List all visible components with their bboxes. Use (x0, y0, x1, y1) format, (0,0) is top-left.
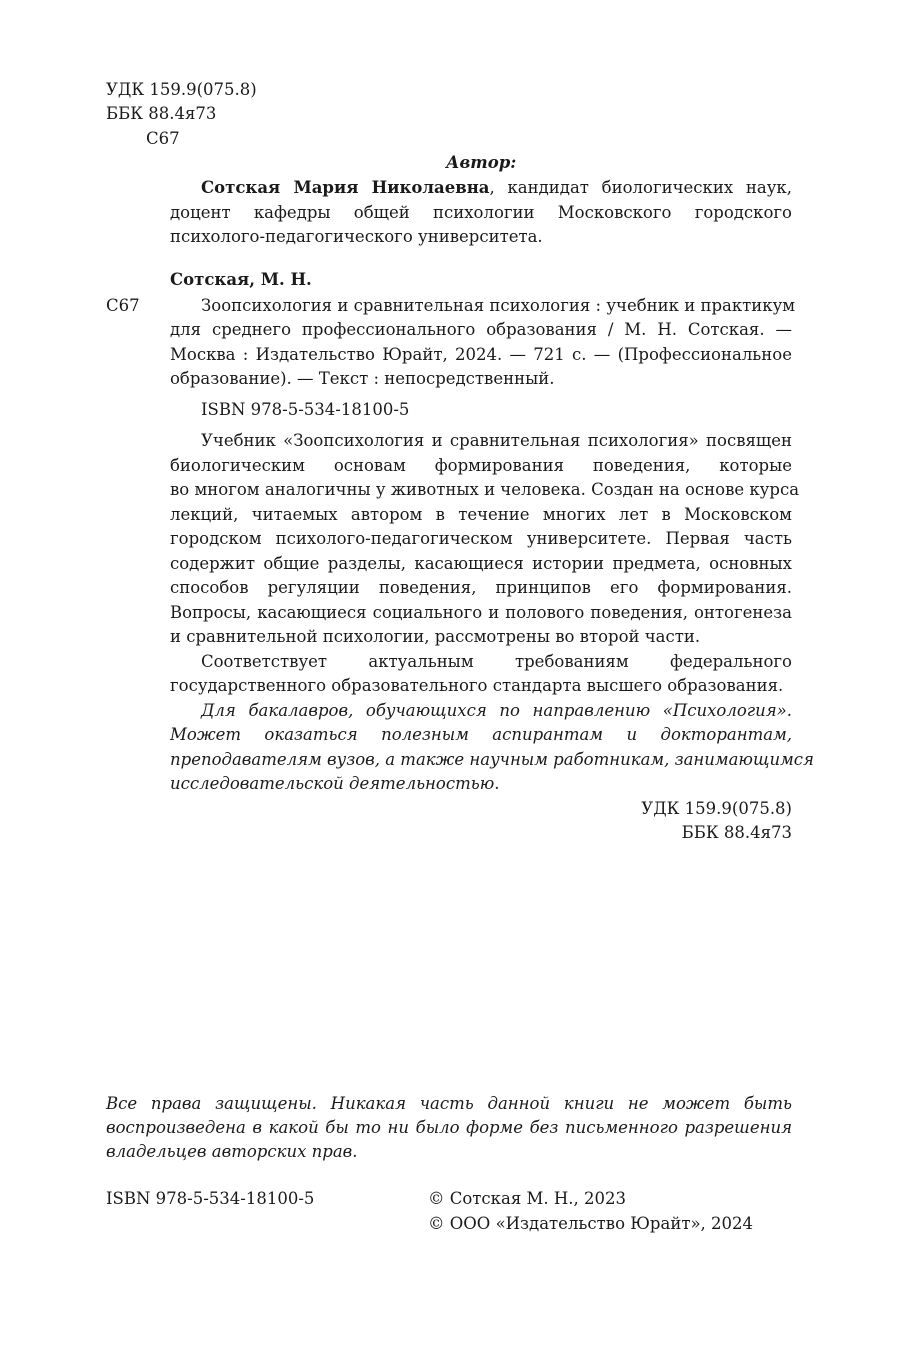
annotation-line: государственного образовательного стандарта высшего образования. (170, 676, 784, 695)
audience-line: преподавателям вузов, а также научным работникам, занимающимся (170, 750, 814, 769)
author-name: Сотская Мария Николаевна (201, 178, 490, 197)
author-line-2: доцент кафедры общей психологии Московского городского (170, 203, 792, 222)
author-line-3: психолого-педагогического университета. (170, 227, 543, 246)
annotation-line: во многом аналогичны у животных и человека. Создан на основе курса (170, 480, 800, 499)
copyright-publisher: © ООО «Издательство Юрайт», 2024 (428, 1214, 754, 1233)
rights-line: воспроизведена в какой бы то ни было форме без письменного разрешения (106, 1118, 792, 1137)
audience-line: Для бакалавров, обучающихся по направлению «Психология». (201, 701, 792, 720)
annotation-line: Учебник «Зоопсихология и сравнительная психология» посвящен (201, 431, 792, 450)
footer-isbn: ISBN 978-5-534-18100-5 (106, 1189, 315, 1208)
isbn-record: ISBN 978-5-534-18100-5 (201, 400, 410, 419)
annotation-line: Соответствует актуальным требованиям федерального (201, 652, 792, 671)
rights-line: Все права защищены. Никакая часть данной книги не может быть (106, 1094, 792, 1113)
audience-line: исследовательской деятельностью. (170, 774, 500, 793)
bibliographic-author-mark: С67 (106, 296, 140, 315)
bibliographic-line: образование). — Текст : непосредственный. (170, 369, 555, 388)
udk-code: УДК 159.9(075.8) (106, 80, 257, 99)
bibliographic-line: Зоопсихология и сравнительная психология : учебник и практикум (201, 296, 796, 315)
annotation-line: городском психолого-педагогическом университете. Первая часть (170, 529, 792, 548)
author-mark: С67 (146, 129, 180, 148)
rights-line: владельцев авторских прав. (106, 1142, 358, 1161)
audience-line: Может оказаться полезным аспирантам и докторантам, (170, 725, 792, 744)
annotation-line: и сравнительной психологии, рассмотрены во второй части. (170, 627, 701, 646)
author-line-1 (201, 176, 792, 201)
bibliographic-line: Москва : Издательство Юрайт, 2024. — 721 с. — (Профессиональное (170, 345, 792, 364)
author-heading: Автор: (446, 153, 517, 172)
bbk-code-bottom: ББК 88.4я73 (681, 823, 792, 842)
annotation-line: способов регуляции поведения, принципов его формирования. (170, 578, 792, 597)
annotation-line: биологическим основам формирования поведения, которые (170, 456, 792, 475)
annotation-line: лекций, читаемых автором в течение многих лет в Московском (170, 505, 792, 524)
bibliographic-line: для среднего профессионального образования / М. Н. Сотская. — (170, 320, 792, 339)
copyright-author: © Сотская М. Н., 2023 (428, 1189, 626, 1208)
bibliographic-author-heading: Сотская, М. Н. (170, 270, 312, 289)
author-credentials: , кандидат биологических наук, (489, 178, 792, 197)
annotation-line: содержит общие разделы, касающиеся истории предмета, основных (170, 554, 792, 573)
udk-code-bottom: УДК 159.9(075.8) (641, 799, 792, 818)
bbk-code: ББК 88.4я73 (106, 104, 217, 123)
annotation-line: Вопросы, касающиеся социального и полового поведения, онтогенеза (170, 603, 792, 622)
